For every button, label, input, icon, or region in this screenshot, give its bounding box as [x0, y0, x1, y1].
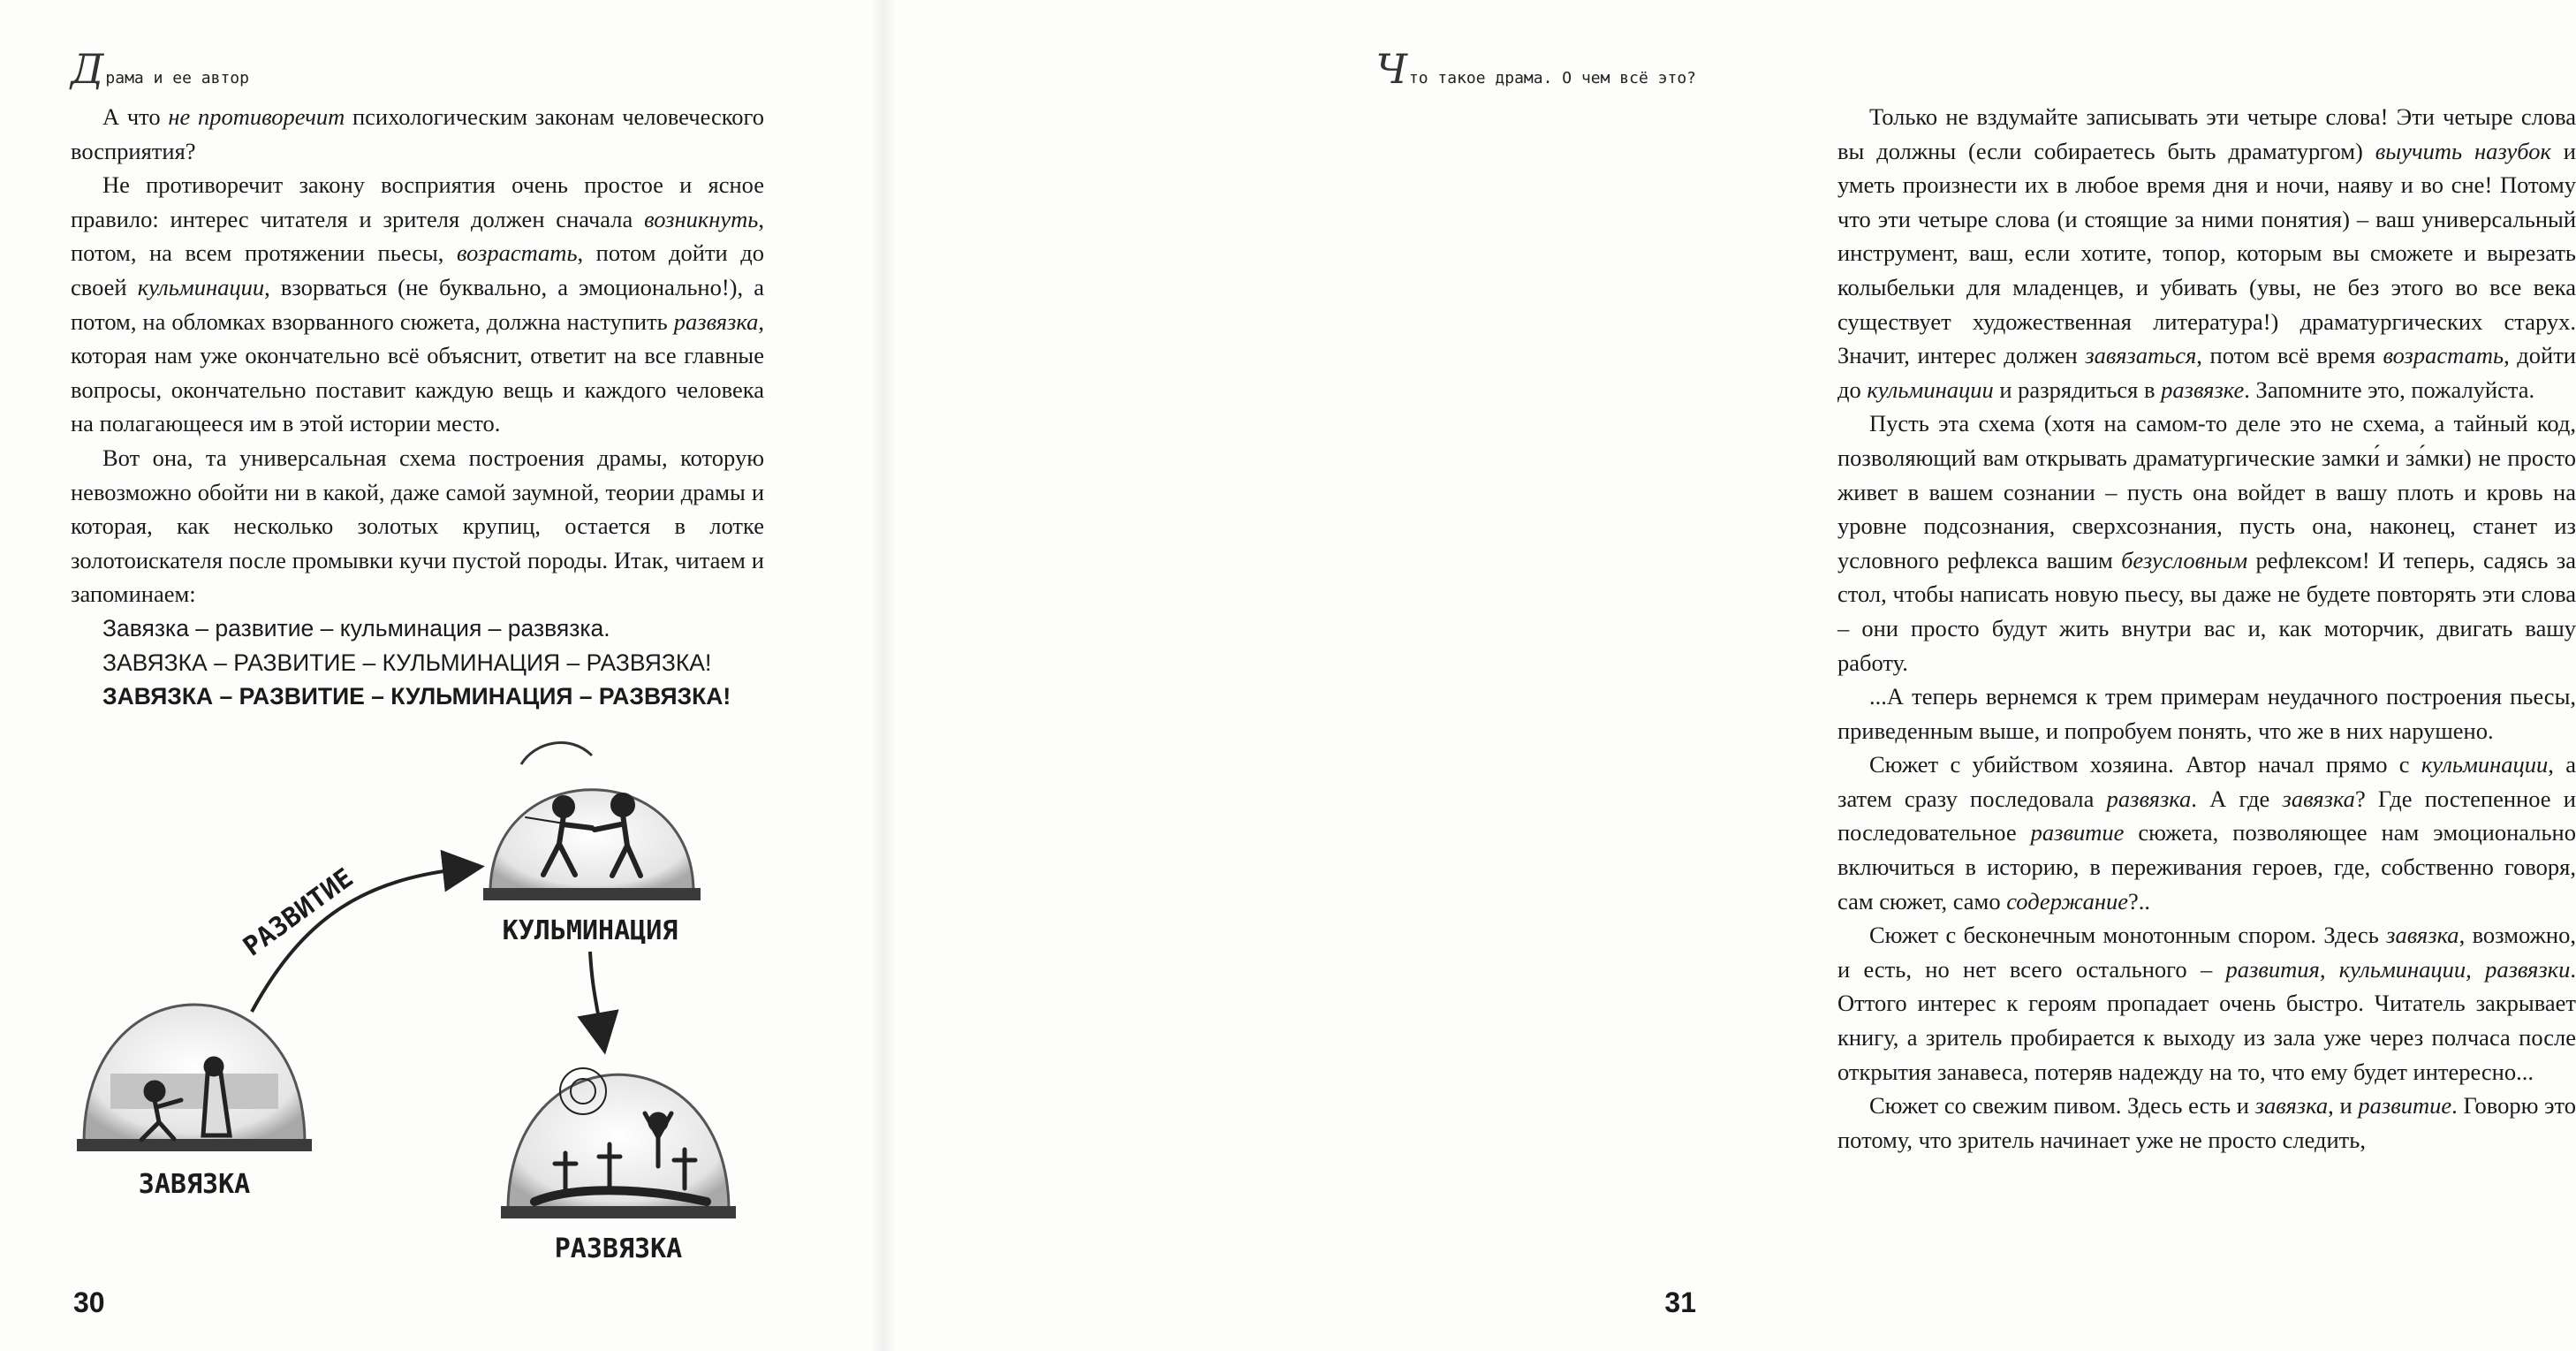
running-head-initial: Ч: [1375, 45, 1407, 93]
paragraph: А что не противоречит психологическим законам человеческого восприятия?: [71, 103, 764, 164]
paragraph: ...А теперь вернемся к трем примерам неудачного построения пьесы, приведенным выше, и попробуем понять, что же в них нарушено.: [1837, 683, 2576, 744]
paragraph: Пусть эта схема (хотя на самом-то деле это не схема, а тайный код, позволяющий вам открывать драматургические замки́ и за́мки) не просто живет в вашем сознании – пусть она войдет в вашу плоть и кровь на уровне подсознания, сверхсознания, пусть она, наконец, станет из условного рефлекса вашим безусловным рефлексом! И теперь, садясь за стол, чтобы написать новую пьесу, вы даже не будете повторять эти слова – они просто будут жить внутри вас и, как моторчик, двигать вашу работу.: [1837, 410, 2576, 676]
drama-scheme-illustration: [75, 720, 782, 1268]
formula-line-bold: ЗАВЯЗКА – РАЗВИТИЕ – КУЛЬМИНАЦИЯ – РАЗВЯЗКА!: [102, 683, 731, 710]
paragraph: Сюжет с убийством хозяина. Автор начал прямо с кульминации, а затем сразу последовала развязка. А где завязка? Где постепенное и последовательное развитие сюжета, позволяющее нам эмоционально включиться в историю, в переживания героев, где, собственно говоря, сам сюжет, само содержание?..: [1837, 751, 2576, 915]
paragraph: Не противоречит закону восприятия очень простое и ясное правило: интерес читателя и зрителя должен сначала возникнуть, потом, на всем протяжении пьесы, возрастать, потом дойти до своей кульминации, взорваться (не буквально, а эмоционально!), а потом, на обломках взорванного сюжета, должна наступить развязка, которая нам уже окончательно всё объяснит, ответит на все главные вопросы, окончательно поставит каждую вещь и каждого человека на полагающееся им в этой истории место.: [71, 171, 764, 437]
paragraph: Сюжет со свежим пивом. Здесь есть и завязка, и развитие. Говорю это потому, что зритель начинает уже не просто следить,: [1837, 1092, 2576, 1153]
exposition-dome: [77, 1005, 312, 1151]
climax-dome: [483, 743, 701, 900]
formula-line-caps: ЗАВЯЗКА – РАЗВИТИЕ – КУЛЬМИНАЦИЯ – РАЗВЯЗКА!: [102, 649, 712, 676]
climax-flourish: [521, 743, 592, 764]
running-head-left: [71, 45, 249, 93]
label-razvyazka: РАЗВЯЗКА: [554, 1233, 683, 1264]
page-number-right: 31: [1664, 1286, 1696, 1318]
running-head-initial: Д: [71, 45, 104, 93]
running-head-text: то такое драма. О чем всё это?: [1408, 69, 1696, 87]
paragraph: Только не вздумайте записывать эти четыре слова! Эти четыре слова вы должны (если собираетесь быть драматургом) выучить назубок и уметь произнести их в любое время дня и ночи, наяву и во сне! Потому что эти четыре слова (и стоящие за ними понятия) – ваш универсальный инструмент, ваш, если хотите, топор, которым вы сможете и вырезать колыбельки для младенцев, и убивать (увы, не без этого во все века существует художественная литература!) драматургических старух. Значит, интерес должен завязаться, потом всё время возрастать, дойти до кульминации и разрядиться в развязке. Запомните это, пожалуйста.: [1837, 103, 2576, 403]
right-body-text: [1837, 100, 2576, 1157]
paragraph: Сюжет с бесконечным монотонным спором. Здесь завязка, возможно, и есть, но нет всего остального – развития, кульминации, развязки. Оттого интерес к героям пропадает очень быстро. Читатель закрывает книгу, а зритель пробирается к выходу из зала уже через полчаса после открытия занавеса, потеряв надежду на то, что ему будет интересно...: [1837, 922, 2576, 1085]
running-head-right: [1375, 45, 1696, 93]
running-head-text: рама и ее автор: [105, 69, 249, 87]
label-zavyazka: ЗАВЯЗКА: [138, 1169, 251, 1200]
label-kulminatsiya: КУЛЬМИНАЦИЯ: [502, 915, 678, 946]
right-page: [883, 0, 2576, 1351]
left-page: [0, 0, 883, 1351]
label-razvitie: РАЗВИТИЕ: [238, 862, 360, 963]
page-number-left: 30: [73, 1286, 105, 1318]
paragraph: Вот она, та универсальная схема построения драмы, которую невозможно обойти ни в какой, даже самой заумной, теории драмы и которая, как несколько золотых крупиц, остается в лотке золотоискателя после промывки кучи пустой породы. Итак, читаем и запоминаем:: [71, 444, 764, 608]
resolution-dome: [501, 1068, 736, 1218]
resolution-arrow: [590, 952, 602, 1034]
left-body-text: [71, 100, 764, 714]
formula-line-plain: Завязка – развитие – кульминация – развязка.: [102, 614, 610, 641]
